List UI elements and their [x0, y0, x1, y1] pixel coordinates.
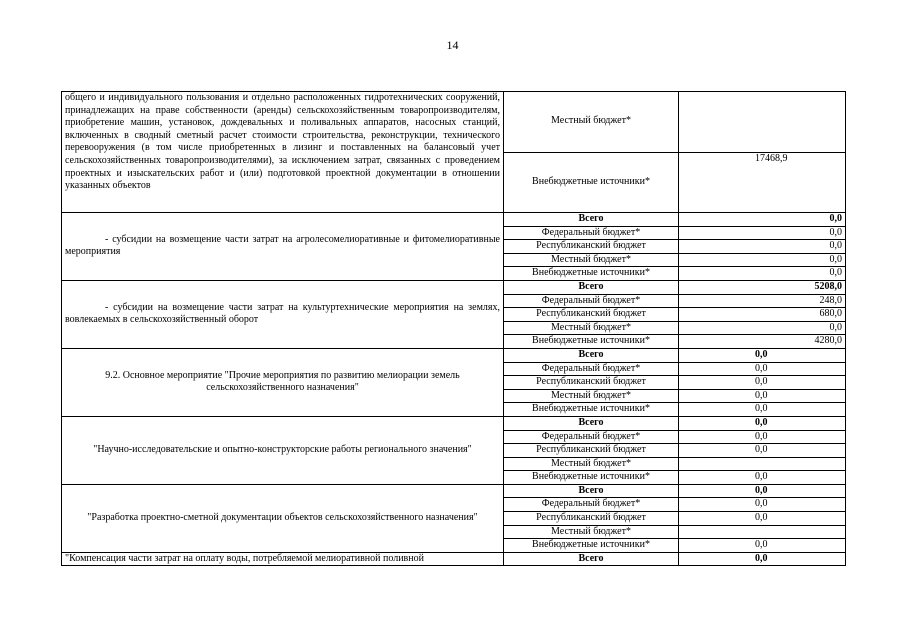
budget-value: 0,0 [679, 403, 846, 417]
budget-value: 0,0 [679, 389, 846, 403]
budget-source-label: Местный бюджет* [504, 389, 679, 403]
budget-source-label: Внебюджетные источники* [504, 471, 679, 485]
budget-source-label: Внебюджетные источники* [504, 152, 679, 213]
measure-description: общего и индивидуального пользования и отдельно расположенных гидротехнических сооружений, принадлежащих на праве собственности (аренды) сельскохозяйственным товаропроизводителям, приобретение машин, установок, дождевальных и поливальных аппаратов, насосных станций, включенных в сводный сметный расчет стоимости строительства, реконструкции, технического перевооружения (в том числе приобретенных в лизинг и поставленных на балансовый учет сельскохозяйственных товаропроизводителями), за исключением затрат, связанных с проведением проектных и изыскательских работ и (или) подготовкой проектной документации в отношении указанных объектов [62, 92, 504, 213]
budget-source-label: Республиканский бюджет [504, 308, 679, 322]
budget-value: 680,0 [679, 308, 846, 322]
table-row [62, 213, 846, 227]
budget-source-label: Внебюджетные источники* [504, 539, 679, 553]
table-row [62, 484, 846, 498]
budget-value: 0,0 [679, 444, 846, 458]
budget-value: 0,0 [679, 416, 846, 430]
table-row [62, 92, 846, 153]
budget-source-label: Федеральный бюджет* [504, 294, 679, 308]
budget-source-label: Республиканский бюджет [504, 512, 679, 526]
budget-source-label: Всего [504, 552, 679, 566]
budget-value: 0,0 [679, 267, 846, 281]
budget-source-label: Всего [504, 348, 679, 362]
budget-source-label: Внебюджетные источники* [504, 335, 679, 349]
budget-source-label: Республиканский бюджет [504, 376, 679, 390]
measure-description: - субсидии на возмещение части затрат на агролесомелиоративные и фитомелиоративные мероприятия [62, 213, 504, 281]
budget-source-label: Местный бюджет* [504, 92, 679, 153]
budget-table [61, 91, 846, 566]
budget-source-label: Всего [504, 484, 679, 498]
budget-value [679, 525, 846, 539]
budget-value: 0,0 [679, 348, 846, 362]
budget-source-label: Внебюджетные источники* [504, 267, 679, 281]
measure-description: 9.2. Основное мероприятие "Прочие мероприятия по развитию мелиорации земель сельскохозяйственного назначения" [62, 348, 504, 416]
table-row [62, 416, 846, 430]
budget-value: 0,0 [679, 498, 846, 512]
budget-source-label: Федеральный бюджет* [504, 430, 679, 444]
budget-value: 0,0 [679, 321, 846, 335]
budget-source-label: Всего [504, 416, 679, 430]
measure-description: "Научно-исследовательские и опытно-конструкторские работы регионального значения" [62, 416, 504, 484]
budget-source-label: Всего [504, 280, 679, 294]
budget-value: 0,0 [679, 253, 846, 267]
measure-description: "Разработка проектно-сметной документации объектов сельскохозяйственного назначения" [62, 484, 504, 552]
budget-source-label: Всего [504, 213, 679, 227]
budget-source-label: Местный бюджет* [504, 253, 679, 267]
budget-value: 248,0 [679, 294, 846, 308]
budget-value: 0,0 [679, 539, 846, 553]
budget-source-label: Местный бюджет* [504, 525, 679, 539]
budget-value: 0,0 [679, 430, 846, 444]
table-row [62, 552, 846, 566]
budget-value: 17468,9 [679, 152, 846, 213]
page-number: 14 [446, 38, 459, 52]
budget-value: 4280,0 [679, 335, 846, 349]
measure-description: - субсидии на возмещение части затрат на культуртехнические мероприятия на землях, вовлекаемых в сельскохозяйственный оборот [62, 280, 504, 348]
budget-value: 0,0 [679, 213, 846, 227]
budget-value: 5208,0 [679, 280, 846, 294]
budget-source-label: Федеральный бюджет* [504, 362, 679, 376]
measure-description: "Компенсация части затрат на оплату воды, потребляемой мелиоративной поливной [62, 552, 504, 566]
budget-value [679, 92, 846, 153]
budget-value: 0,0 [679, 471, 846, 485]
table-row [62, 348, 846, 362]
budget-source-label: Республиканский бюджет [504, 240, 679, 254]
table-row [62, 280, 846, 294]
budget-value: 0,0 [679, 484, 846, 498]
budget-value: 0,0 [679, 362, 846, 376]
budget-value: 0,0 [679, 240, 846, 254]
budget-value: 0,0 [679, 512, 846, 526]
budget-source-label: Федеральный бюджет* [504, 498, 679, 512]
budget-value [679, 457, 846, 471]
budget-source-label: Федеральный бюджет* [504, 226, 679, 240]
budget-value: 0,0 [679, 226, 846, 240]
budget-value: 0,0 [679, 552, 846, 566]
budget-source-label: Республиканский бюджет [504, 444, 679, 458]
budget-source-label: Местный бюджет* [504, 457, 679, 471]
budget-source-label: Местный бюджет* [504, 321, 679, 335]
budget-value: 0,0 [679, 376, 846, 390]
budget-source-label: Внебюджетные источники* [504, 403, 679, 417]
